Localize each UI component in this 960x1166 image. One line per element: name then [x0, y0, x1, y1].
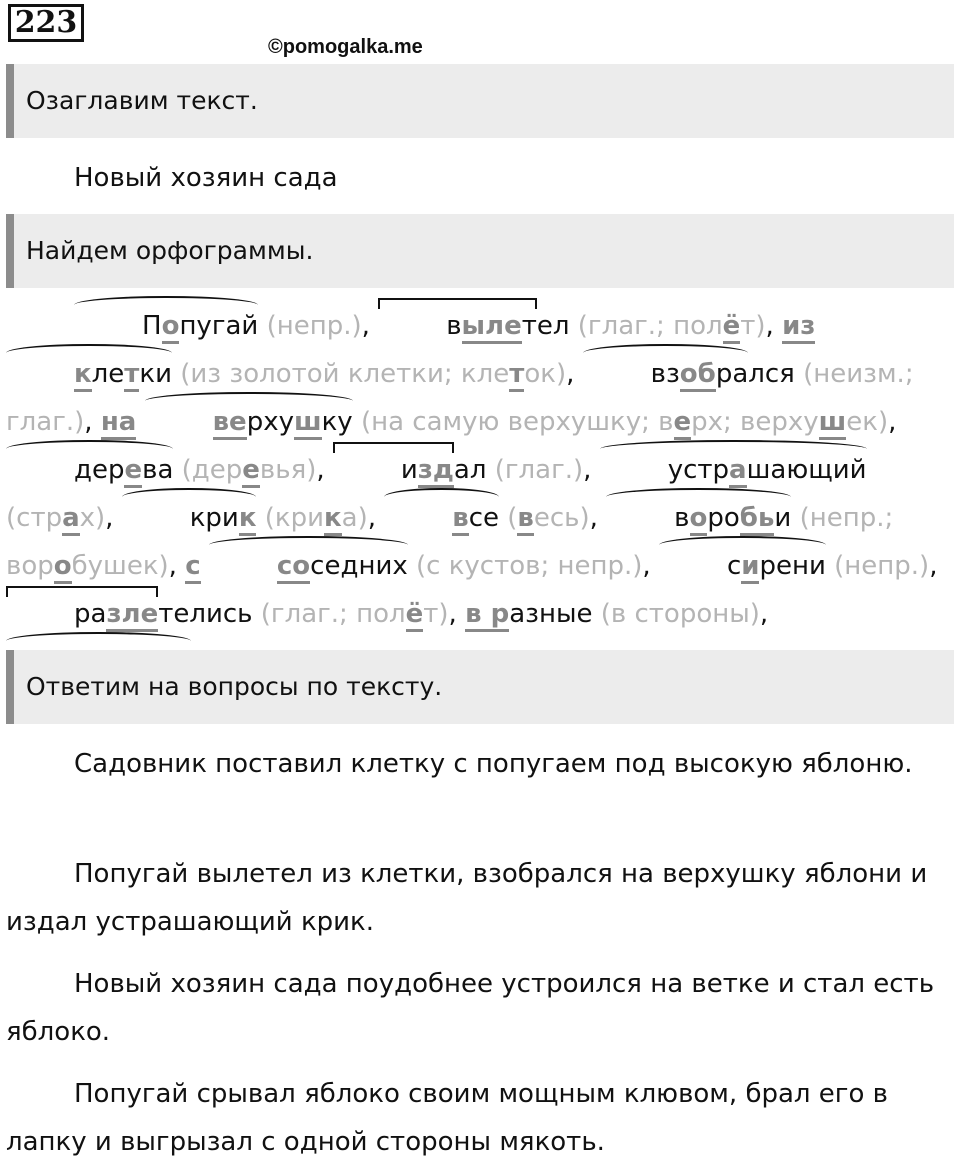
answer-paragraph: Попугай срывал яблоко своим мощным клювом, брал его в лапку и выгрызал с одной стороны мякоть.: [6, 1079, 888, 1157]
section-heading-questions: Ответим на вопросы по тексту.: [6, 650, 954, 724]
section-heading-title: Озаглавим текст.: [6, 64, 954, 138]
section-heading-spelling: Найдем орфограммы.: [6, 214, 954, 288]
answer-paragraph: Новый хозяин сада поудобнее устроился на ветке и стал есть яблоко.: [6, 969, 935, 1047]
spelling-analysis: Попугай (непр.), вылетел (глаг.; полёт), из клетки (из золотой клетки; клеток), взобрался (неизм.; глаг.), на верхушку (на самую верхушку; верх; верхушек), дерева (деревья), издал (глаг.), устрашающий (страх), крик (крика), все (весь), воробьи (непр.; воробушек), с соседних (с кустов; непр.), сирени (непр.), разлетелись (глаг.; полёт), в разные (в стороны),: [6, 302, 946, 686]
answer-paragraph: Попугай вылетел из клетки, взобрался на верхушку яблони и издал устрашающий крик.: [6, 859, 928, 937]
answer-paragraph: Садовник поставил клетку с попугаем под высокую яблоню.: [74, 749, 913, 779]
title-answer: Новый хозяин сада: [74, 163, 338, 193]
task-number: 223: [8, 4, 84, 42]
watermark: ©pomogalka.me: [268, 36, 423, 58]
